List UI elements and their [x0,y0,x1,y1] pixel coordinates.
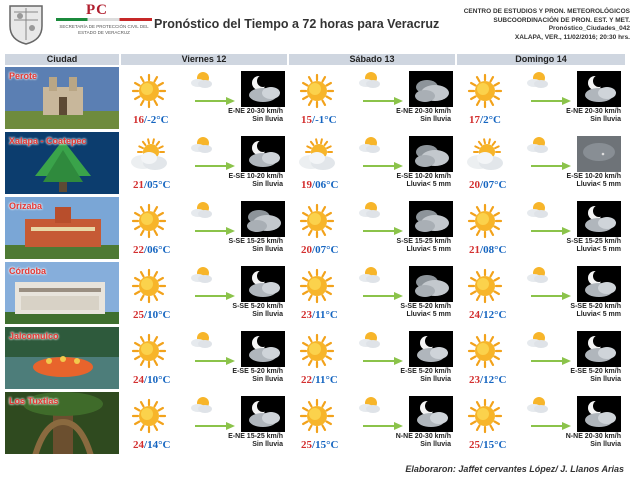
temp-unit: °C [494,179,507,191]
sun-icon [295,268,339,304]
temp-unit: °C [326,179,339,191]
table-row [4,261,626,325]
partly-cloudy-icon [357,69,383,89]
wind-info [203,108,283,124]
temp-max: 22 [133,244,144,256]
partly-cloudy-icon [189,69,215,89]
sun-icon [463,203,507,239]
rain-text: Lluvia< 5 mm [576,181,621,188]
temp-min: 15 [315,439,327,451]
table-row [4,326,626,390]
temp-min: 12 [483,374,495,386]
temp-unit: °C [324,114,337,126]
sun-cloud-icon [127,138,171,174]
header [0,0,640,50]
transition-arrow-icon [531,92,571,100]
moon-cloud-night-icon [241,331,285,367]
temperature [469,114,501,126]
temp-separator: / [480,179,484,191]
temp-max: 23 [301,309,312,321]
temp-max: 20 [469,179,480,191]
temperature [301,244,338,256]
temp-unit: °C [488,114,501,126]
city-name: Córdoba [9,266,46,276]
temp-max: 21 [469,244,480,256]
sun-icon [463,268,507,304]
temp-max: 21 [133,179,144,191]
table-row [4,196,626,260]
forecast-cell [456,326,626,390]
sun-icon [127,333,171,369]
forecast-cell [120,131,288,195]
temperature [301,374,338,386]
forecast-cell [288,131,456,195]
temperature [469,439,506,451]
wind-text: E-NE 20-30 km/h [228,108,283,115]
partly-cloudy-icon [525,394,551,414]
moon-cloud-night-icon [241,396,285,432]
temp-min: 08 [483,244,495,256]
table-row [4,131,626,195]
partly-cloudy-icon [525,264,551,284]
wind-info [541,433,621,449]
rain-text: Sin lluvia [252,181,283,188]
wind-text: E-SE 5-20 km/h [400,368,451,375]
wind-text: S-SE 5-20 km/h [400,303,451,310]
rain-text: Lluvia< 5 mm [576,246,621,253]
temp-min: 2 [483,114,489,126]
temp-separator: / [480,114,484,126]
temperature [301,439,338,451]
rain-text: Sin lluvia [420,376,451,383]
temp-unit: °C [326,439,339,451]
pc-tricolor-line [56,18,152,21]
header-city: Ciudad [4,53,120,66]
wind-text: E-SE 10-20 km/h [396,173,451,180]
city-photo-cell [4,391,120,455]
drizzle-night-icon [577,136,621,172]
sun-icon [463,398,507,434]
wind-info [371,108,451,124]
temp-max: 24 [133,439,144,451]
sun-cloud-icon [463,138,507,174]
transition-arrow-icon [363,222,403,230]
transition-arrow-icon [195,287,235,295]
sun-icon [127,398,171,434]
wind-text: S-SE 15-25 km/h [396,238,451,245]
temp-separator: / [480,439,484,451]
temp-unit: °C [325,374,338,386]
rain-text: Lluvia< 5 mm [406,311,451,318]
temp-separator: / [312,244,316,256]
temp-min: 11 [315,309,326,321]
moon-cloud-night-icon [577,71,621,107]
temp-min: 07 [315,244,327,256]
wind-info [203,303,283,319]
forecast-cell [120,196,288,260]
sun-icon [127,268,171,304]
temp-min: 06 [315,179,327,191]
issuer-line: Pronóstico_Ciudades_042 [548,25,630,32]
partly-cloudy-icon [357,264,383,284]
partly-cloudy-icon [525,199,551,219]
temperature [301,309,338,321]
temperature [301,179,338,191]
city-photo-cell [4,131,120,195]
forecast-cell [456,66,626,130]
rain-text: Sin lluvia [252,246,283,253]
protection-civil-logo [56,2,152,46]
pc-subtitle: SECRETARÍA DE PROTECCIÓN CIVIL DEL ESTADO DE VERACRUZ [59,24,149,35]
temp-min: -1 [315,114,325,126]
sun-icon [295,73,339,109]
issuer-info [464,8,630,42]
temp-unit: °C [158,179,171,191]
temp-unit: °C [158,374,171,386]
temp-max: 25 [133,309,144,321]
temp-min: 12 [483,309,495,321]
transition-arrow-icon [363,417,403,425]
rain-text: Sin lluvia [420,441,451,448]
transition-arrow-icon [195,92,235,100]
table-header-row [4,53,626,66]
transition-arrow-icon [195,157,235,165]
temp-separator: / [480,374,484,386]
wind-text: E-SE 10-20 km/h [228,173,283,180]
city-photo-cell [4,261,120,325]
rain-text: Lluvia< 5 mm [406,246,451,253]
footer-credits: Elaboraron: Jaffet cervantes López/ J. Llanos Arias [405,464,624,474]
temp-separator: / [144,179,148,191]
temp-separator: / [144,374,148,386]
city-name: Perote [9,71,38,81]
temperature [469,179,506,191]
rain-text: Sin lluvia [420,116,451,123]
forecast-cell [288,66,456,130]
cloudy-night-icon [409,136,453,172]
wind-info [541,303,621,319]
temp-separator: / [312,439,316,451]
temperature [133,439,170,451]
sun-icon [127,203,171,239]
temp-separator: / [144,309,148,321]
temperature [133,114,169,126]
sun-icon [295,203,339,239]
forecast-cell [456,261,626,325]
wind-text: S-SE 5-20 km/h [570,303,621,310]
temp-separator: / [312,114,316,126]
temp-max: 19 [301,179,312,191]
forecast-cell [288,326,456,390]
wind-text: S-SE 15-25 km/h [228,238,283,245]
sun-cloud-icon [295,138,339,174]
wind-info [371,173,451,189]
temp-unit: °C [158,244,171,256]
transition-arrow-icon [363,287,403,295]
temp-separator: / [144,439,148,451]
temp-separator: / [312,309,316,321]
cloudy-night-icon [409,71,453,107]
wind-text: S-SE 15-25 km/h [566,238,621,245]
forecast-cell [288,261,456,325]
temp-unit: °C [156,114,169,126]
rain-text: Sin lluvia [590,116,621,123]
city-name: Orizaba [9,201,43,211]
temp-unit: °C [494,439,507,451]
temp-unit: °C [325,309,338,321]
wind-text: E-SE 5-20 km/h [570,368,621,375]
wind-info [203,238,283,254]
transition-arrow-icon [195,352,235,360]
cloudy-night-icon [409,201,453,237]
moon-cloud-night-icon [241,266,285,302]
transition-arrow-icon [531,287,571,295]
city-photo-cell [4,66,120,130]
transition-arrow-icon [531,222,571,230]
partly-cloudy-icon [357,329,383,349]
temp-min: 05 [147,179,159,191]
header-day: Sábado 13 [288,53,456,66]
temperature [133,374,170,386]
city-photo-cell [4,326,120,390]
partly-cloudy-icon [357,134,383,154]
sun-icon [463,333,507,369]
transition-arrow-icon [531,417,571,425]
moon-cloud-night-icon [577,266,621,302]
partly-cloudy-icon [189,264,215,284]
temperature [133,309,170,321]
wind-text: E-NE 20-30 km/h [396,108,451,115]
wind-text: N-NE 20-30 km/h [395,433,451,440]
forecast-cell [288,391,456,455]
wind-info [541,368,621,384]
transition-arrow-icon [363,92,403,100]
transition-arrow-icon [531,157,571,165]
moon-cloud-night-icon [241,136,285,172]
wind-text: S-SE 5-20 km/h [232,303,283,310]
wind-text: E-NE 20-30 km/h [566,108,621,115]
forecast-cell [120,66,288,130]
rain-text: Sin lluvia [252,441,283,448]
forecast-cell [456,391,626,455]
rain-text: Sin lluvia [590,441,621,448]
wind-text: E-SE 5-20 km/h [232,368,283,375]
wind-info [371,303,451,319]
temp-unit: °C [494,244,507,256]
table-row [4,66,626,130]
sun-icon [295,398,339,434]
wind-info [203,368,283,384]
temp-separator: / [480,244,484,256]
temp-unit: °C [494,309,507,321]
moon-cloud-night-icon [409,396,453,432]
city-name: Los Tuxtlas [9,396,59,406]
header-day: Viernes 12 [120,53,288,66]
temp-min: 15 [483,439,495,451]
moon-cloud-night-icon [577,201,621,237]
partly-cloudy-icon [525,134,551,154]
wind-info [541,238,621,254]
temp-unit: °C [158,439,171,451]
temp-max: 20 [301,244,312,256]
temp-max: 23 [469,374,480,386]
temp-separator: / [480,309,484,321]
temp-min: 11 [315,374,326,386]
transition-arrow-icon [363,157,403,165]
temp-max: 24 [133,374,144,386]
forecast-table [4,53,626,456]
wind-info [371,368,451,384]
temp-separator: / [144,114,148,126]
table-row [4,391,626,455]
moon-cloud-night-icon [577,331,621,367]
wind-info [541,173,621,189]
issuer-line: CENTRO DE ESTUDIOS Y PRON. METEOROLÓGICOS [463,8,630,15]
cloudy-night-icon [409,266,453,302]
temp-max: 24 [469,309,480,321]
partly-cloudy-icon [189,134,215,154]
temp-unit: °C [494,374,507,386]
wind-info [371,238,451,254]
temp-max: 17 [469,114,480,126]
temperature [469,244,506,256]
rain-text: Lluvia< 5 mm [576,311,621,318]
forecast-cell [288,196,456,260]
rain-text: Sin lluvia [252,116,283,123]
temp-separator: / [312,179,316,191]
partly-cloudy-icon [189,394,215,414]
issuer-line: SUBCOORDINACIÓN DE PRON. EST. Y MET. [493,16,630,24]
temperature [469,309,506,321]
temp-max: 15 [301,114,312,126]
sun-icon [295,333,339,369]
wind-info [371,433,451,449]
forecast-cell [120,391,288,455]
rain-text: Sin lluvia [590,376,621,383]
transition-arrow-icon [363,352,403,360]
temperature [133,179,170,191]
pc-mark: PC [86,2,108,18]
issuer-line: XALAPA, VER., 11/02/2016; 20:30 hrs. [514,33,630,41]
temp-max: 25 [301,439,312,451]
temp-min: 10 [147,374,159,386]
rain-text: Sin lluvia [252,376,283,383]
city-photo-cell [4,196,120,260]
state-coat-of-arms-icon [6,2,46,46]
partly-cloudy-icon [189,329,215,349]
sun-icon [127,73,171,109]
temp-unit: °C [158,309,171,321]
rain-text: Sin lluvia [252,311,283,318]
header-day: Domingo 14 [456,53,626,66]
rain-text: Lluvia< 5 mm [406,181,451,188]
partly-cloudy-icon [525,69,551,89]
forecast-cell [120,326,288,390]
cloudy-night-icon [241,201,285,237]
temp-unit: °C [326,244,339,256]
temp-min: -2 [147,114,157,126]
wind-text: N-NE 20-30 km/h [565,433,621,440]
moon-cloud-night-icon [241,71,285,107]
partly-cloudy-icon [525,329,551,349]
wind-info [541,108,621,124]
wind-info [203,173,283,189]
temp-max: 25 [469,439,480,451]
temp-max: 22 [301,374,312,386]
temp-min: 14 [147,439,159,451]
wind-text: E-SE 10-20 km/h [566,173,621,180]
temp-min: 10 [147,309,159,321]
partly-cloudy-icon [357,199,383,219]
temp-separator: / [312,374,316,386]
moon-cloud-night-icon [409,331,453,367]
temp-separator: / [144,244,148,256]
partly-cloudy-icon [357,394,383,414]
temp-min: 06 [147,244,159,256]
page-title: Pronóstico del Tiempo a 72 horas para Veracruz [154,17,440,31]
transition-arrow-icon [531,352,571,360]
temp-min: 07 [483,179,495,191]
wind-text: E-NE 15-25 km/h [228,433,283,440]
forecast-cell [456,196,626,260]
forecast-cell [120,261,288,325]
partly-cloudy-icon [189,199,215,219]
transition-arrow-icon [195,417,235,425]
forecast-cell [456,131,626,195]
temperature [133,244,170,256]
city-name: Xalapa - Coatepec [9,136,87,146]
moon-cloud-night-icon [577,396,621,432]
temp-max: 16 [133,114,144,126]
temperature [301,114,337,126]
wind-info [203,433,283,449]
sun-icon [463,73,507,109]
city-name: Jalcomulco [9,331,59,341]
temperature [469,374,506,386]
transition-arrow-icon [195,222,235,230]
